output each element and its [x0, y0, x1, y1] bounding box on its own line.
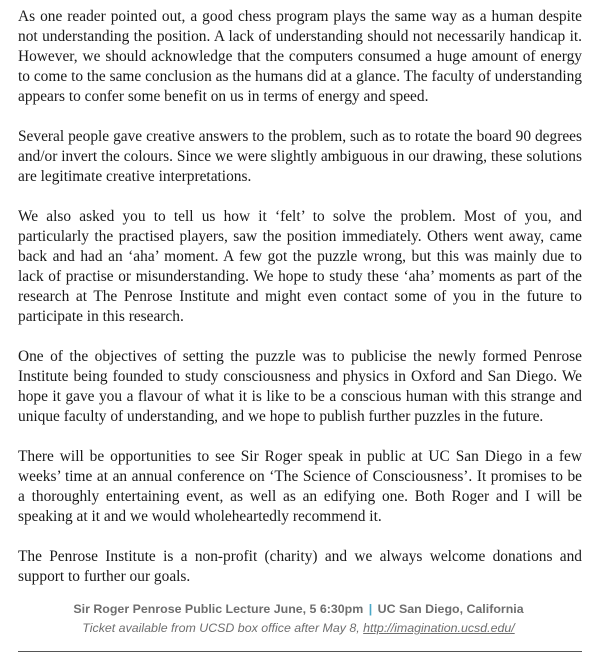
paragraph-chess-program: As one reader pointed out, a good chess program plays the same way as a human despite not understanding the position. A lack of understanding should not necessarily handicap it. However, we should acknowledge that the computers consumed a huge amount of energy to come to the same conclusion as the humans did at a glance. The faculty of understanding appears to confer some benefit on us in terms of energy and speed.: [18, 8, 582, 105]
paragraph-creative-answers: Several people gave creative answers to the problem, such as to rotate the board 90 degrees and/or invert the colours. Since we were slightly ambiguous in our drawing, these solutions are legitimate creative interpretations.: [18, 128, 582, 185]
paragraph-opportunities: There will be opportunities to see Sir Roger speak in public at UC San Diego in a few weeks’ time at an annual conference on ‘The Science of Consciousness’. It promises to be a thoroughly entertaining event, as well as an edifying one. Both Roger and I will be speaking at it and we would wholeheartedly recommend it.: [18, 448, 582, 525]
footer-separator: |: [368, 602, 373, 616]
lecture-location: UC San Diego, California: [377, 602, 524, 616]
lecture-footer: [0, 600, 597, 638]
bottom-divider: [18, 651, 582, 652]
paragraph-objectives: One of the objectives of setting the puzzle was to publicise the newly formed Penrose Institute being founded to study consciousness and physics in Oxford and San Diego. We hope it gave you a flavour of what it is like to be a conscious human with this strange and unique faculty of understanding, and we hope to publish further puzzles in the future.: [18, 348, 582, 425]
ticket-text: Ticket available from UCSD box office after May 8,: [82, 621, 360, 635]
ticket-link[interactable]: http://imagination.ucsd.edu/: [363, 621, 515, 635]
lecture-event: Sir Roger Penrose Public Lecture June, 5 6:30pm: [73, 602, 364, 616]
paragraph-how-it-felt: We also asked you to tell us how it ‘felt’ to solve the problem. Most of you, and particularly the practised players, saw the position immediately. Others went away, came back and had an ‘aha’ moment. A few got the puzzle wrong, but this was mainly due to lack of practise or misunderstanding. We hope to study these ‘aha’ moments as part of the research at The Penrose Institute and might even contact some of you in the future to participate in this research.: [18, 208, 582, 325]
ticket-info: [0, 618, 597, 638]
paragraph-non-profit: The Penrose Institute is a non-profit (charity) and we always welcome donations and support to further our goals.: [18, 548, 582, 585]
lecture-info: [0, 600, 597, 618]
